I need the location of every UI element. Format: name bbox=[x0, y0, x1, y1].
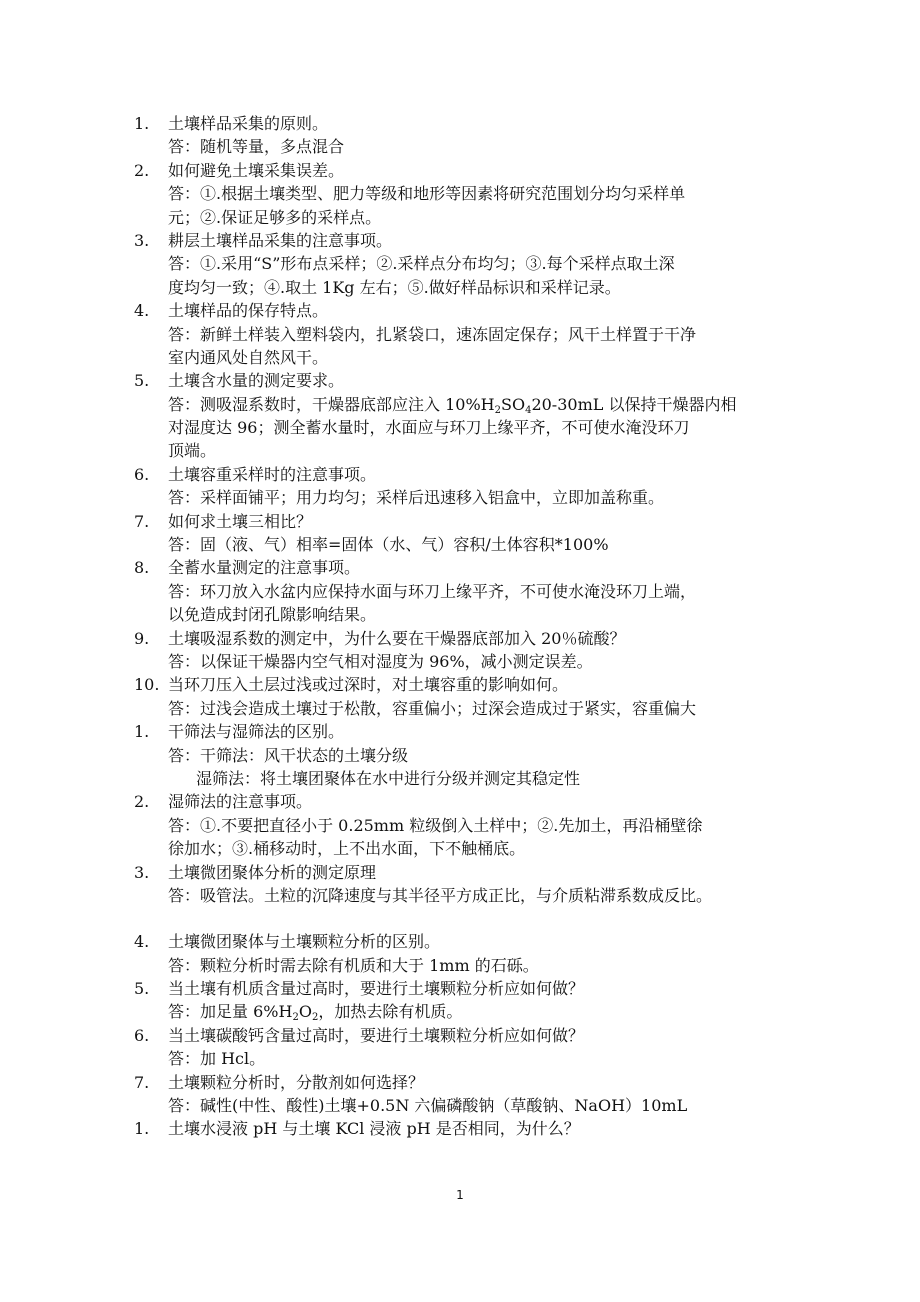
answer-line: 答：采样面铺平；用力均匀；采样后迅速移入铝盒中，立即加盖称重。 bbox=[168, 488, 665, 508]
question-number: 6. bbox=[134, 1025, 150, 1045]
question-number: 8. bbox=[134, 558, 150, 578]
question-text: 土壤微团聚体与土壤颗粒分析的区别。 bbox=[168, 932, 441, 952]
question-number: 7. bbox=[134, 511, 150, 531]
qa-item bbox=[134, 861, 814, 931]
blank-line bbox=[134, 907, 814, 930]
qa-item bbox=[134, 720, 814, 790]
qa-item bbox=[134, 1117, 814, 1140]
question-line bbox=[134, 720, 814, 743]
question-number: 9. bbox=[134, 628, 150, 648]
qa-item bbox=[134, 159, 814, 229]
answer-line: 答：吸管法。土粒的沉降速度与其半径平方成正比，与介质粘滞系数成反比。 bbox=[168, 885, 713, 905]
question-text: 当土壤碳酸钙含量过高时，要进行土壤颗粒分析应如何做？ bbox=[168, 1025, 585, 1045]
question-text: 土壤样品采集的原则。 bbox=[168, 114, 329, 133]
page-number: 1 bbox=[456, 1188, 464, 1202]
answer-line: 答：颗粒分析时需去除有机质和大于 1mm 的石砾。 bbox=[168, 955, 539, 975]
qa-item bbox=[134, 556, 814, 626]
question-text: 土壤颗粒分析时，分散剂如何选择？ bbox=[168, 1072, 425, 1092]
question-line bbox=[134, 159, 814, 182]
question-text: 土壤样品的保存特点。 bbox=[168, 301, 329, 321]
answer-line: 答：随机等量，多点混合 bbox=[168, 137, 345, 157]
qa-item bbox=[134, 977, 814, 1024]
answer-line: 答：以保证干燥器内空气相对湿度为 96%，减小测定误差。 bbox=[168, 651, 593, 671]
answer-line: 答：环刀放入水盆内应保持水面与环刀上缘平齐，不可使水淹没环刀上端， bbox=[168, 581, 697, 601]
question-line bbox=[134, 1117, 814, 1140]
qa-item bbox=[134, 463, 814, 510]
qa-item bbox=[134, 930, 814, 977]
question-number: 3. bbox=[134, 862, 150, 882]
question-number: 1. bbox=[134, 114, 150, 133]
question-number: 5. bbox=[134, 371, 150, 391]
qa-item bbox=[134, 229, 814, 299]
qa-item bbox=[134, 112, 814, 159]
question-line bbox=[134, 463, 814, 486]
question-text: 土壤水浸液 pH 与土壤 KCl 浸液 pH 是否相同，为什么？ bbox=[168, 1119, 580, 1139]
question-line bbox=[134, 977, 814, 1000]
question-text: 土壤含水量的测定要求。 bbox=[168, 371, 345, 391]
question-line bbox=[134, 673, 814, 696]
question-line bbox=[134, 112, 814, 135]
question-line bbox=[134, 861, 814, 884]
answer-line: 以免造成封闭孔隙影响结果。 bbox=[168, 605, 377, 625]
question-line bbox=[134, 930, 814, 953]
answer-line: 答：①.根据土壤类型、肥力等级和地形等因素将研究范围划分均匀采样单 bbox=[168, 184, 686, 204]
question-number: 4. bbox=[134, 301, 150, 321]
question-number: 2. bbox=[134, 792, 150, 812]
question-text: 耕层土壤样品采集的注意事项。 bbox=[168, 230, 393, 250]
qa-item bbox=[134, 369, 814, 463]
answer-line: 元；②.保证足够多的采样点。 bbox=[168, 207, 382, 227]
answer-line: 答：固（液、气）相率=固体（水、气）容积/土体容积*100% bbox=[168, 535, 609, 555]
question-line bbox=[134, 790, 814, 813]
answer-line: 答：测吸湿系数时，干燥器底部应注入 $10\%H_2SO_420-30mL$ 以保持干燥器内相 bbox=[168, 394, 737, 416]
question-line bbox=[134, 1024, 814, 1047]
question-text: 全蓄水量测定的注意事项。 bbox=[168, 558, 361, 578]
question-line bbox=[134, 1071, 814, 1094]
question-number: 1. bbox=[134, 722, 150, 742]
question-number: 1. bbox=[134, 1119, 150, 1139]
question-line bbox=[134, 627, 814, 650]
question-number: 7. bbox=[134, 1072, 150, 1092]
question-text: 干筛法与湿筛法的区别。 bbox=[168, 722, 345, 742]
question-number: 10. bbox=[134, 675, 160, 695]
question-text: 如何避免土壤采集误差。 bbox=[168, 160, 345, 180]
question-line bbox=[134, 299, 814, 322]
answer-line: 湿筛法：将土壤团聚体在水中进行分级并测定其稳定性 bbox=[196, 768, 581, 788]
question-text: 如何求土壤三相比？ bbox=[168, 511, 313, 531]
question-text: 土壤微团聚体分析的测定原理 bbox=[168, 862, 377, 882]
qa-item bbox=[134, 627, 814, 674]
question-number: 6. bbox=[134, 464, 150, 484]
question-number: 4. bbox=[134, 932, 150, 952]
answer-line: 度均匀一致；④.取土 1Kg 左右；⑤.做好样品标识和采样记录。 bbox=[168, 277, 621, 297]
answer-line: 答：干筛法：风干状态的土壤分级 bbox=[168, 745, 409, 765]
answer-line: 顶端。 bbox=[168, 441, 217, 461]
question-number: 2. bbox=[134, 160, 150, 180]
question-line bbox=[134, 229, 814, 252]
answer-line: 答：加 Hcl。 bbox=[168, 1049, 266, 1069]
question-text: 土壤吸湿系数的测定中，为什么要在干燥器底部加入 20％硫酸？ bbox=[168, 628, 626, 648]
answer-line: 答：①.不要把直径小于 0.25mm 粒级倒入土样中；②.先加土，再沿桶壁徐 bbox=[168, 815, 703, 835]
question-text: 当环刀压入土层过浅或过深时，对土壤容重的影响如何。 bbox=[168, 675, 569, 695]
question-line bbox=[134, 369, 814, 392]
answer-line: 对湿度达 96；测全蓄水量时，水面应与环刀上缘平齐，不可使水淹没环刀 bbox=[168, 418, 690, 438]
qa-list bbox=[134, 112, 814, 1141]
qa-item bbox=[134, 1071, 814, 1118]
answer-line: 答：碱性(中性、酸性)土壤+0.5N 六偏磷酸钠（草酸钠、NaOH）10mL bbox=[168, 1096, 688, 1116]
qa-item bbox=[134, 790, 814, 860]
qa-item bbox=[134, 510, 814, 557]
question-text: 当土壤有机质含量过高时，要进行土壤颗粒分析应如何做？ bbox=[168, 979, 585, 999]
question-line bbox=[134, 556, 814, 579]
qa-item bbox=[134, 299, 814, 369]
answer-line: 答：过浅会造成土壤过于松散，容重偏小；过深会造成过于紧实，容重偏大 bbox=[168, 698, 697, 718]
answer-line: 徐加水；③.桶移动时，上不出水面，下不触桶底。 bbox=[168, 839, 526, 859]
answer-line: 答：加足量 $6\%H_2O_2$，加热去除有机质。 bbox=[168, 1002, 463, 1024]
qa-item bbox=[134, 673, 814, 720]
question-number: 5. bbox=[134, 979, 150, 999]
answer-line: 答：①.采用“S”形布点采样；②.采样点分布均匀；③.每个采样点取土深 bbox=[168, 254, 675, 274]
question-text: 湿筛法的注意事项。 bbox=[168, 792, 313, 812]
question-number: 3. bbox=[134, 230, 150, 250]
answer-line: 答：新鲜土样装入塑料袋内，扎紧袋口，速冻固定保存；风干土样置于干净 bbox=[168, 324, 697, 344]
qa-item bbox=[134, 1024, 814, 1071]
question-line bbox=[134, 510, 814, 533]
question-text: 土壤容重采样时的注意事项。 bbox=[168, 464, 377, 484]
answer-line: 室内通风处自然风干。 bbox=[168, 347, 329, 367]
